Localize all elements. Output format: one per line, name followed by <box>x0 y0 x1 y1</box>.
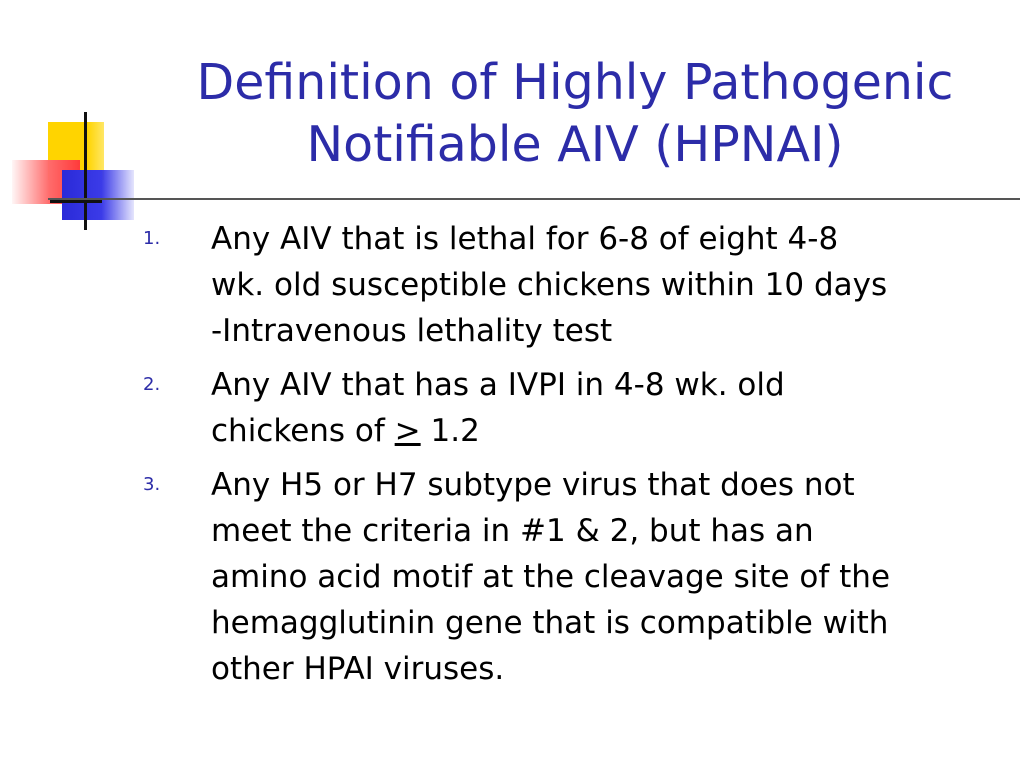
item-line: Any H5 or H7 subtype virus that does not <box>211 467 855 503</box>
item-number: 2. <box>143 374 161 395</box>
item-line: -Intravenous lethality test <box>211 313 613 349</box>
item-line: amino acid motif at the cleavage site of the <box>211 559 891 595</box>
greater-or-equal-symbol: > <box>394 413 421 449</box>
item-number: 1. <box>143 228 161 249</box>
title-line-1: Definition of Highly Pathogenic <box>196 54 954 111</box>
title-divider <box>48 198 1020 200</box>
slide-title <box>160 52 990 176</box>
item-line: meet the criteria in #1 & 2, but has an <box>211 513 814 549</box>
item-line: Any AIV that has a IVPI in 4-8 wk. old <box>211 367 785 403</box>
vertical-line <box>84 112 87 230</box>
item-text: chickens of <box>211 413 395 449</box>
item-line: wk. old susceptible chickens within 10 days <box>211 267 888 303</box>
item-line: other HPAI viruses. <box>211 651 505 687</box>
list-item <box>140 362 1000 454</box>
item-number: 3. <box>143 474 161 495</box>
definition-list <box>140 216 1000 700</box>
horizontal-line <box>50 200 102 203</box>
item-line: hemagglutinin gene that is compatible with <box>211 605 889 641</box>
list-item <box>140 216 1000 354</box>
item-text: 1.2 <box>420 413 480 449</box>
list-item <box>140 462 1000 692</box>
title-line-2: Notifiable AIV (HPNAI) <box>306 116 844 173</box>
item-line: Any AIV that is lethal for 6-8 of eight 4-8 <box>211 221 839 257</box>
blue-square <box>62 170 134 220</box>
item-line <box>211 408 1000 454</box>
